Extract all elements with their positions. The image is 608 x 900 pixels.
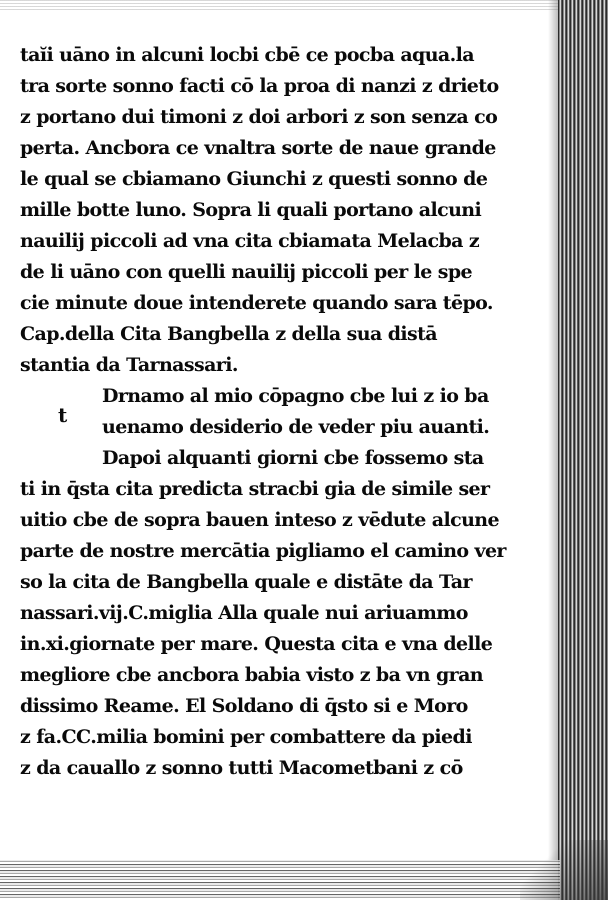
text-line: perta. Ancbora ce vnaltra sorte de naue grande: [20, 137, 496, 159]
text-line: z fa.CC.milia bomini per combattere da piedi: [20, 726, 472, 748]
text-line: nauilij piccoli ad vna cita cbiamata Melacba z: [20, 230, 480, 252]
text-line: le qual se cbiamano Giunchi z questi sonno de: [20, 168, 488, 190]
text-line: tra sorte sonno facti cō la proa di nanzi z drieto: [20, 75, 499, 97]
text-line: Drnamo al mio cōpagno cbe lui z io ba: [102, 385, 489, 407]
text-line: z portano dui timoni z doi arbori z son senza co: [20, 106, 498, 128]
text-line: de li uāno con quelli nauilij piccoli per le spe: [20, 261, 473, 283]
text-line: cie minute doue intenderete quando sara tēpo.: [20, 292, 493, 314]
text-line: z da cauallo z sonno tutti Macometbani z cō: [20, 757, 463, 779]
text-line: nassari.vij.C.miglia Alla quale nui ariuammo: [20, 602, 468, 624]
text-line: dissimo Reame. El Soldano di q̄sto si e Moro: [20, 695, 468, 717]
book-corner-shadow: [520, 840, 608, 900]
text-line: uenamo desiderio de veder piu auanti.: [102, 416, 490, 438]
book-bottom-edge: [0, 860, 560, 900]
text-line: parte de nostre mercātia pigliamo el camino ver: [20, 540, 506, 562]
text-line: uitio cbe de sopra bauen inteso z vēdute alcune: [20, 509, 499, 531]
text-line: megliore cbe ancbora babia visto z ba vn gran: [20, 664, 483, 686]
text-line: ti in q̄sta cita predicta stracbi gia de simile ser: [20, 478, 490, 500]
text-line: in.xi.giornate per mare. Questa cita e vna delle: [20, 633, 493, 655]
text-line: so la cita de Bangbella quale e distāte da Tar: [20, 571, 472, 593]
chapter-heading: stantia da Tarnassari.: [20, 354, 238, 376]
text-line: mille botte luno. Sopra li quali portano alcuni: [20, 199, 482, 221]
margin-mark: t: [58, 403, 68, 427]
page-top-edge: [0, 0, 608, 10]
chapter-heading: Cap.della Cita Bangbella z della sua distā: [20, 323, 437, 345]
book-fore-edge: [558, 0, 608, 900]
text-line: taĭi uāno in alcuni locbi cbē ce pocba aqua.la: [20, 44, 474, 66]
text-line: Dapoi alquanti giorni cbe fossemo sta: [102, 447, 484, 469]
